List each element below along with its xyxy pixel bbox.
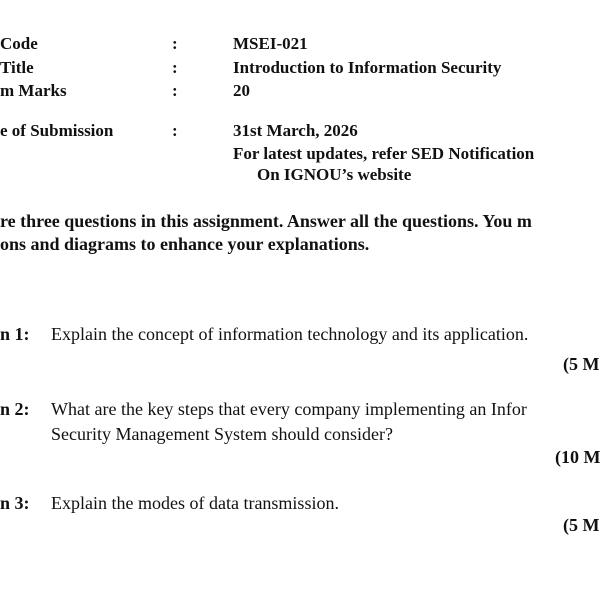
- instructions-line-1: re three questions in this assignment. Answer all the questions. You m: [0, 211, 532, 231]
- course-code-label: Code: [0, 34, 38, 53]
- course-code-separator: :: [172, 34, 178, 53]
- question-label: n 2:: [0, 399, 30, 419]
- question-text-continued: Security Management System should consider?: [51, 424, 393, 444]
- course-title-separator: :: [172, 58, 178, 77]
- submission-date-label: e of Submission: [0, 121, 114, 140]
- maximum-marks-label: m Marks: [0, 81, 67, 100]
- question-text: What are the key steps that every company implementing an Infor: [51, 399, 527, 419]
- submission-date-separator: :: [172, 121, 178, 140]
- question-text: Explain the modes of data transmission.: [51, 493, 339, 513]
- question-marks: (10 M: [555, 447, 600, 467]
- submission-note-line-2: On IGNOU’s website: [257, 165, 412, 184]
- submission-date-value: 31st March, 2026: [233, 121, 358, 140]
- maximum-marks-value: 20: [233, 81, 250, 100]
- course-title-value: Introduction to Information Security: [233, 58, 502, 77]
- question-marks: (5 M: [563, 515, 600, 535]
- course-code-value: MSEI-021: [233, 34, 308, 53]
- question-marks: (5 M: [563, 354, 600, 374]
- maximum-marks-separator: :: [172, 81, 178, 100]
- question-label: n 3:: [0, 493, 30, 513]
- question-label: n 1:: [0, 324, 30, 344]
- instructions-line-2: ons and diagrams to enhance your explanations.: [0, 234, 370, 254]
- course-title-label: Title: [0, 58, 34, 77]
- question-text: Explain the concept of information technology and its application.: [51, 324, 529, 344]
- submission-note-line-1: For latest updates, refer SED Notification: [233, 144, 535, 163]
